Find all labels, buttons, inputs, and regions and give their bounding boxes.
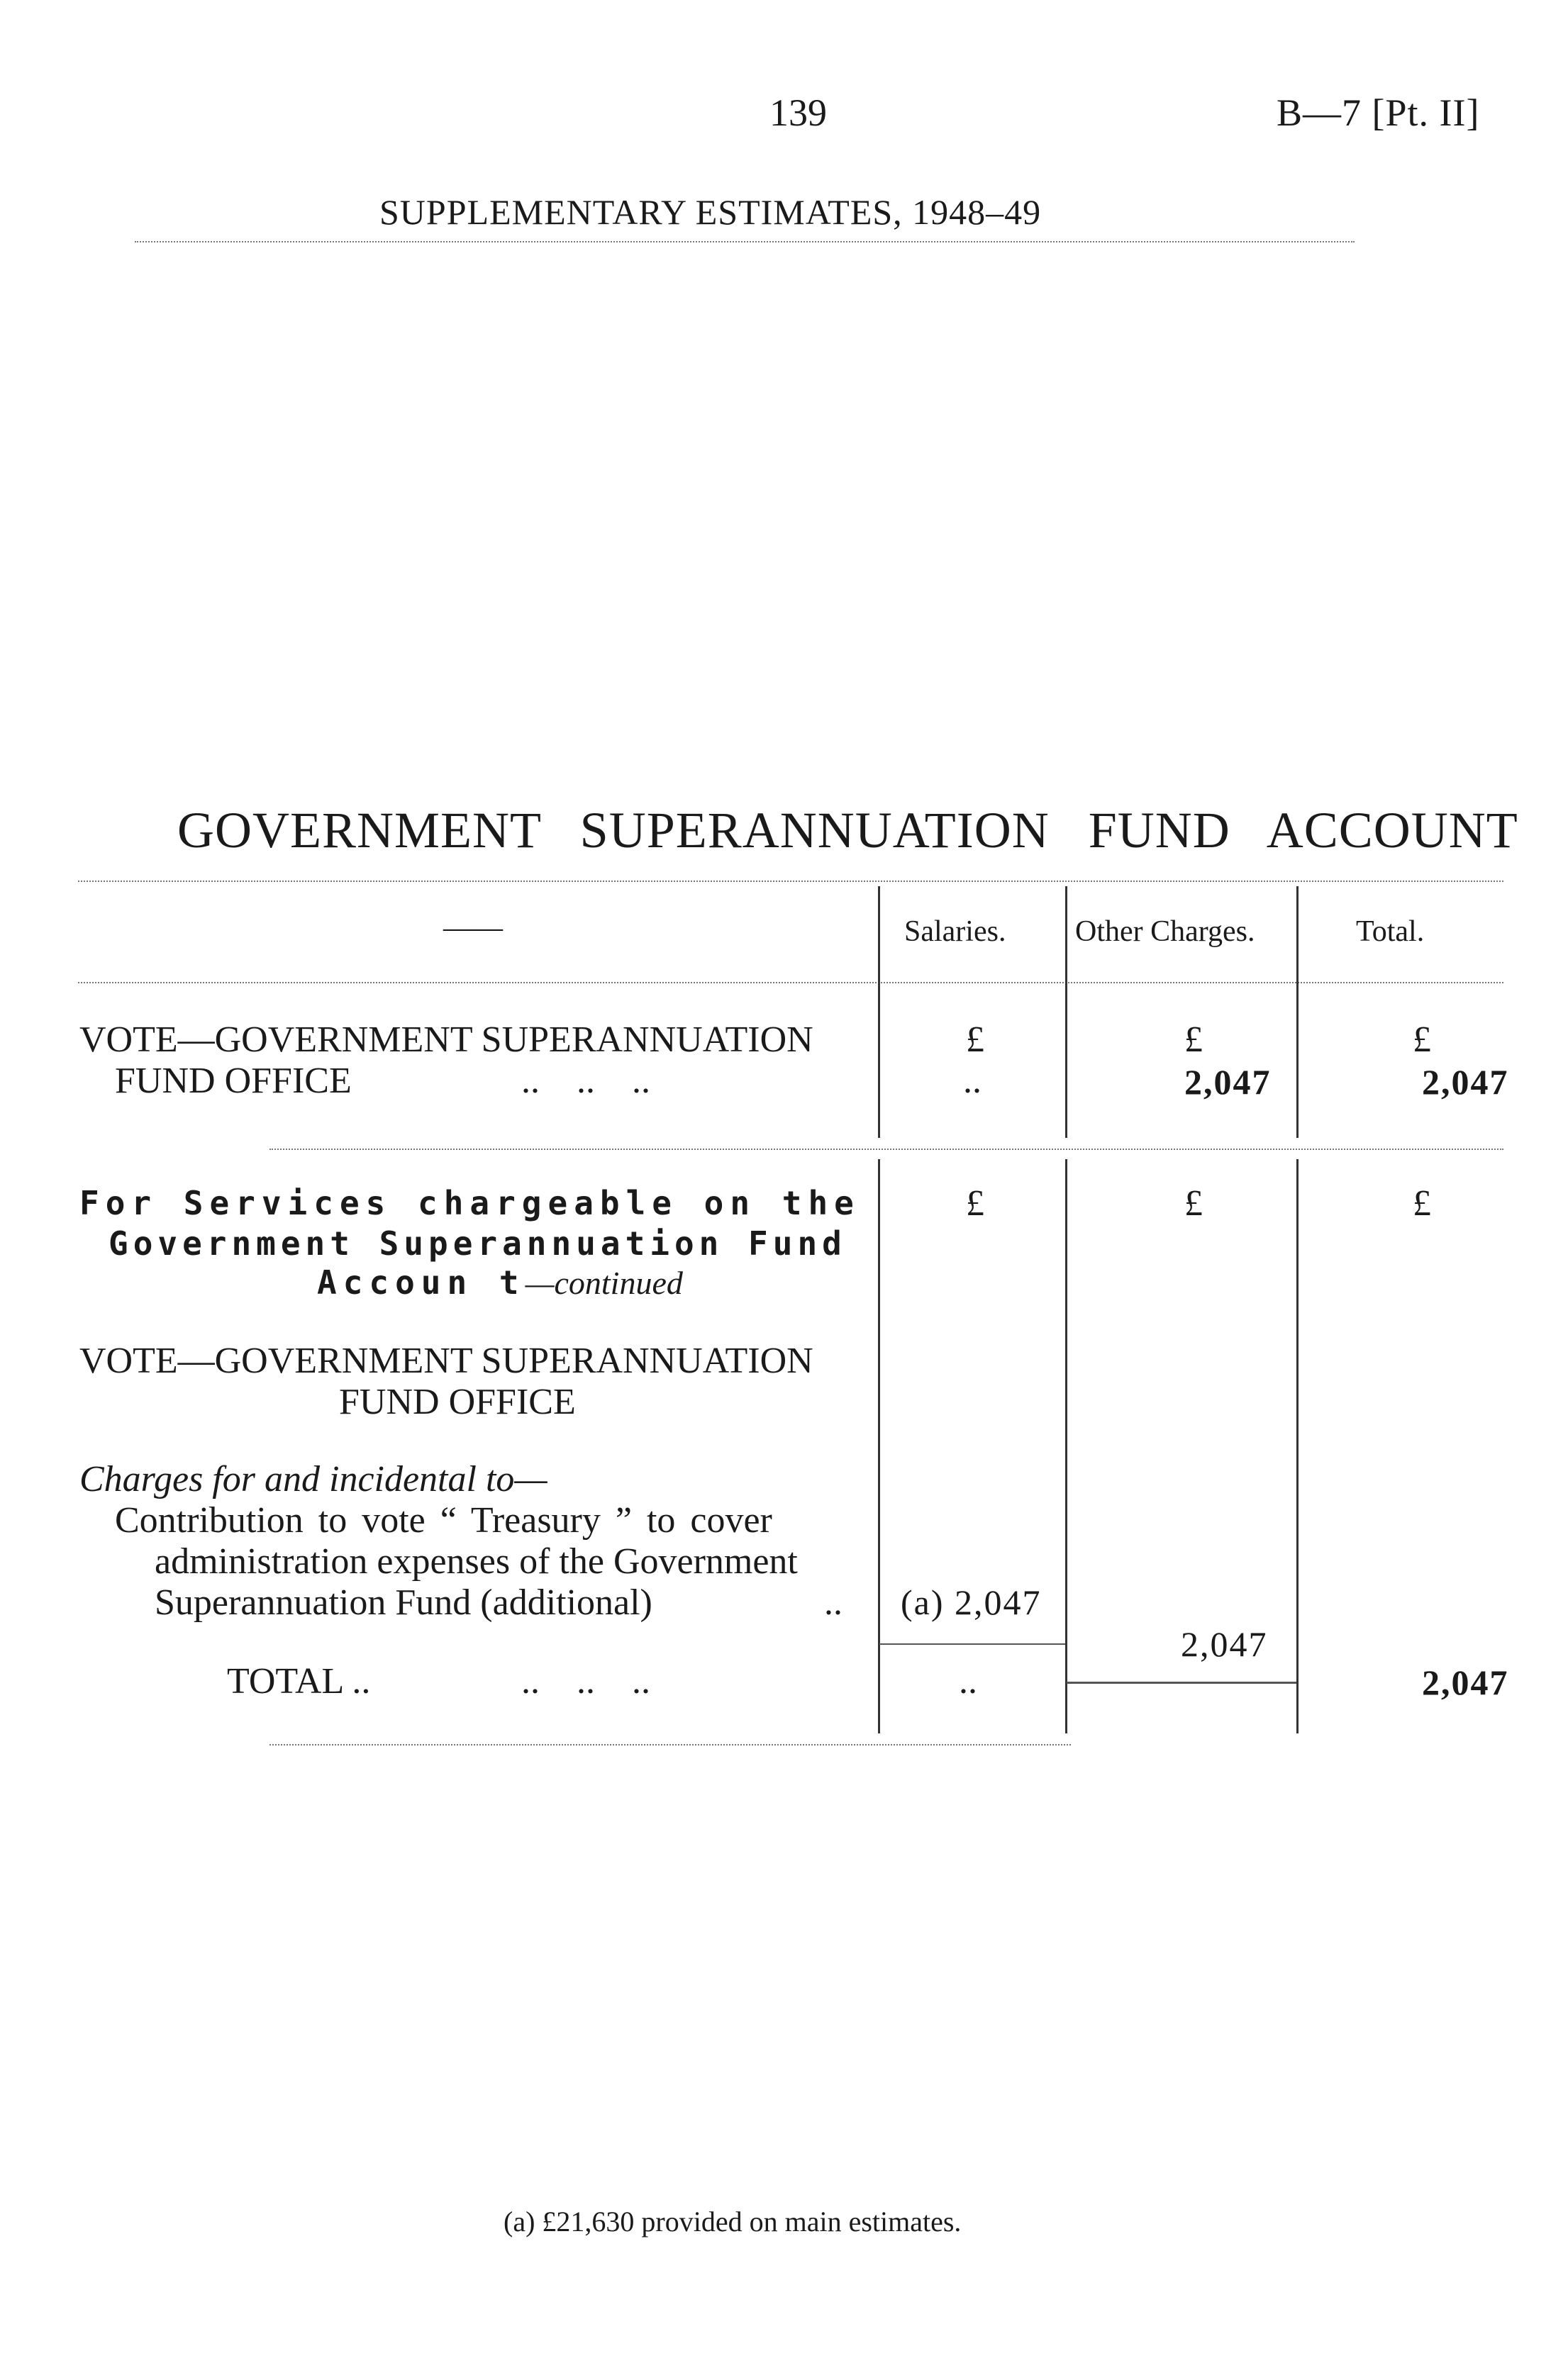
summary-vote-label-line2: FUND OFFICE [115,1061,352,1101]
table-top-rule [78,881,1503,882]
summary-other-value: 2,047 [1184,1062,1272,1102]
column-divider-1-lower [878,1159,880,1733]
running-title: SUPPLEMENTARY ESTIMATES, 1948–49 [379,192,1042,232]
services-total-unit: £ [1413,1183,1431,1224]
services-heading-line3 [317,1263,683,1302]
grand-total-value: 2,047 [1422,1663,1509,1702]
charges-line2: administration expenses of the Government [155,1541,798,1582]
summary-other-unit: £ [1184,1019,1203,1060]
services-other-unit: £ [1184,1183,1203,1224]
column-header-total: Total. [1356,915,1425,948]
salaries-subtotal-rule [879,1643,1065,1645]
column-divider-3-lower [1296,1159,1299,1733]
header-rule [135,241,1355,242]
column-divider-2-lower [1065,1159,1067,1733]
page-number: 139 [769,91,827,134]
summary-salaries-unit: £ [966,1019,984,1060]
total-row-label: TOTAL .. [227,1661,371,1702]
charges-line1: Contribution to vote “ Treasury ” to cover [115,1500,772,1541]
other-charges-total-rule [1067,1682,1296,1684]
charges-intro: Charges for and incidental to— [79,1459,547,1499]
column-divider-3 [1296,886,1299,1138]
summary-leader-dots: .. .. .. [521,1061,650,1101]
services-salaries-unit: £ [966,1183,984,1224]
charges-salaries-value: (a) 2,047 [901,1582,1042,1622]
charges-line3: Superannuation Fund (additional) [155,1582,652,1623]
table-bottom-rule [269,1744,1071,1745]
vote-heading-line2: FUND OFFICE [339,1382,576,1422]
column-divider-1 [878,886,880,1138]
footnote: (a) £21,630 provided on main estimates. [504,2206,962,2237]
services-heading-line2: Government Superannuation Fund [109,1224,847,1263]
services-heading-line1: For Services chargeable on the [79,1184,860,1222]
column-header-other-charges: Other Charges. [1075,915,1255,948]
summary-total-unit: £ [1413,1019,1431,1060]
summary-vote-label-line1: VOTE—GOVERNMENT SUPERANNUATION [79,1019,813,1060]
total-salaries-value: .. [959,1661,977,1702]
document-reference: B—7 [Pt. II] [1277,91,1480,134]
vote-heading-line1: VOTE—GOVERNMENT SUPERANNUATION [79,1341,813,1381]
services-heading-account: Accoun t [317,1263,526,1302]
column-header-description: —— [443,912,503,944]
charges-other-value: 2,047 [1181,1624,1268,1664]
summary-total-value: 2,047 [1422,1062,1509,1102]
column-header-rule [78,982,1503,983]
column-divider-2 [1065,886,1067,1138]
account-title: GOVERNMENT SUPERANNUATION FUND ACCOUNT [177,802,1518,859]
services-heading-continued: —continued [525,1265,683,1301]
summary-bottom-rule [269,1149,1503,1150]
column-header-salaries: Salaries. [904,915,1006,948]
total-row-leader-dots: .. .. .. [521,1661,650,1702]
summary-salaries-value: .. [963,1061,982,1101]
charges-leader-dots: .. [824,1582,843,1623]
